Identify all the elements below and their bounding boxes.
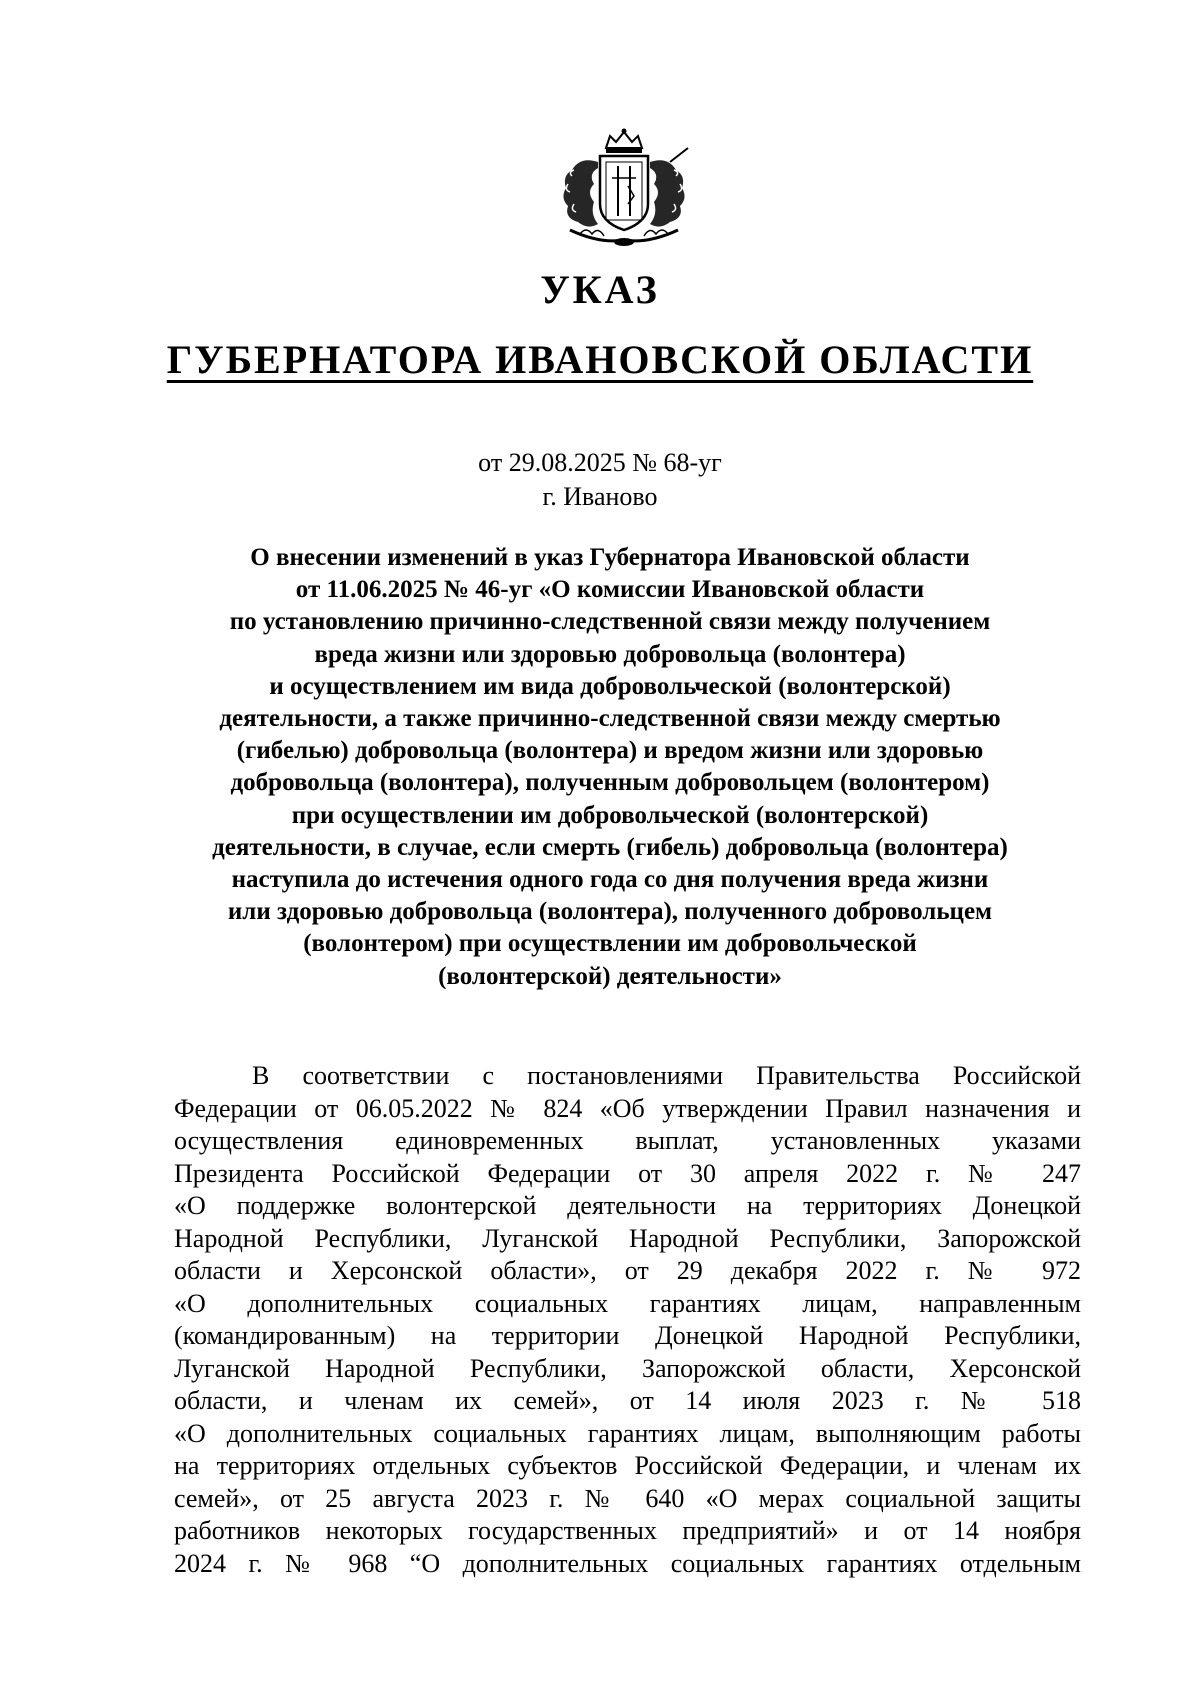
- body-line: (командированным) на территории Донецкой Народной Республики,: [174, 1321, 1081, 1350]
- title-line: при осуществлении им добровольческой (волонтерской): [291, 801, 929, 829]
- title-line: деятельности, в случае, если смерть (гибель) добровольца (волонтера): [212, 833, 1008, 861]
- body-line: работников некоторых государственных предприятий» и от 14 ноября: [174, 1516, 1081, 1545]
- document-type: УКАЗ: [540, 267, 660, 312]
- title-line: от 11.06.2025 № 46-уг «О комиссии Ивановской области: [295, 576, 925, 604]
- title-line: О внесении изменений в указ Губернатора Ивановской области: [250, 544, 970, 571]
- title-line: и осуществлением им вида добровольческой (волонтерской): [269, 672, 951, 700]
- body-line: 2024 г. № 968 “О дополнительных социальных гарантиях отдельным: [174, 1548, 1081, 1578]
- title-line: добровольца (волонтера), полученным добровольцем (волонтером): [230, 769, 990, 797]
- title-line: наступила до истечения одного года со дня получения вреда жизни: [231, 866, 989, 894]
- title-line: по установлению причинно-следственной связи между получением: [229, 608, 991, 636]
- document-city: г. Иваново: [542, 482, 658, 511]
- body-line: Народной Республики, Луганской Народной Республики, Запорожской: [174, 1223, 1081, 1253]
- body-line: области, и членам их семей», от 14 июля 2023 г. № 518: [174, 1386, 1081, 1415]
- title-line: вреда жизни или здоровью добровольца (волонтера): [314, 640, 906, 668]
- coat-of-arms-icon: [550, 126, 698, 248]
- title-line: деятельности, а также причинно-следственной связи между смертью: [219, 705, 1001, 733]
- body-line: на территориях отдельных субъектов Российской Федерации, и членам их: [174, 1451, 1081, 1480]
- body-line: «О дополнительных социальных гарантиях лицам, направленным: [174, 1288, 1081, 1318]
- body-line: Федерации от 06.05.2022 № 824 «Об утверждении Правил назначения и: [174, 1093, 1081, 1123]
- body-line: В соответствии с постановлениями Правительства Российской: [252, 1061, 1081, 1090]
- issuing-authority-text: ГУБЕРНАТОРА ИВАНОВСКОЙ ОБЛАСТИ: [166, 337, 1034, 382]
- body-line: осуществления единовременных выплат, установленных указами: [174, 1126, 1081, 1155]
- title-line: (гибелью) добровольца (волонтера) и вредом жизни или здоровью: [236, 737, 984, 765]
- document-title: [150, 542, 1070, 993]
- body-line: Президента Российской Федерации от 30 апреля 2022 г. № 247: [174, 1158, 1081, 1188]
- body-paragraph: [174, 1060, 1081, 1580]
- body-line: «О дополнительных социальных гарантиях лицам, выполняющим работы: [174, 1418, 1081, 1448]
- title-line: или здоровью добровольца (волонтера), полученного добровольцем: [227, 898, 993, 926]
- body-line: семей», от 25 августа 2023 г. № 640 «О мерах социальной защиты: [174, 1483, 1081, 1513]
- title-line: (волонтерской) деятельности»: [438, 962, 782, 990]
- body-line: «О поддержке волонтерской деятельности на территориях Донецкой: [174, 1191, 1081, 1220]
- title-line: (волонтером) при осуществлении им добровольческой: [303, 930, 917, 958]
- issuing-authority: [0, 336, 1200, 384]
- body-line: области и Херсонской области», от 29 декабря 2022 г. № 972: [174, 1256, 1081, 1285]
- body-line: Луганской Народной Республики, Запорожской области, Херсонской: [174, 1353, 1081, 1383]
- document-date-number: от 29.08.2025 № 68-уг: [478, 448, 722, 477]
